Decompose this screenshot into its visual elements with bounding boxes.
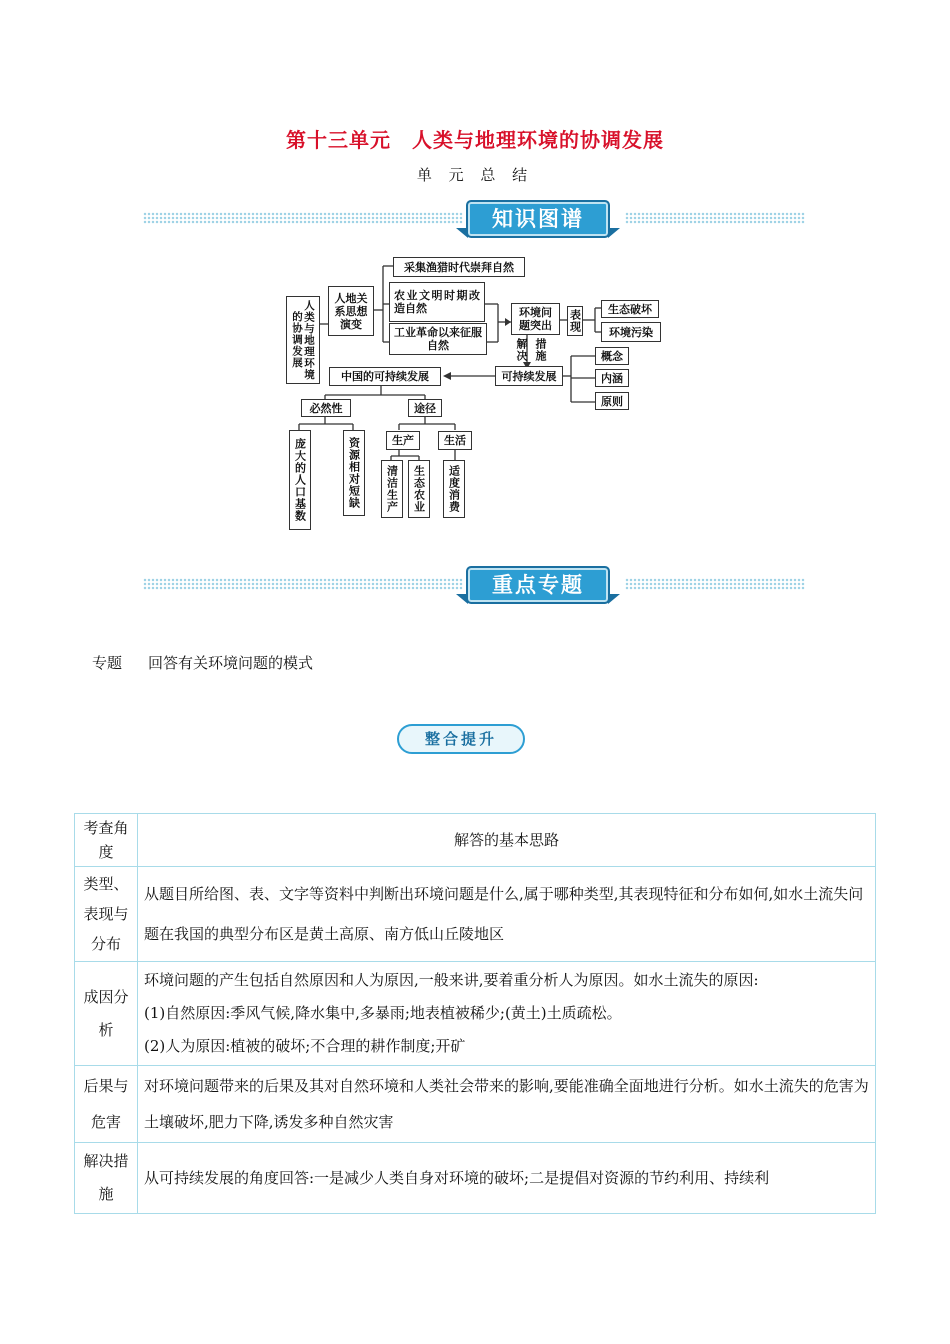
knowledge-map-badge: 知识图谱: [466, 200, 610, 238]
content-line: (1)自然原因:季风气候,降水集中,多暴雨;地表植被稀少;(黄土)土质疏松。: [144, 1004, 622, 1022]
row-content: 对环境问题带来的后果及其对自然环境和人类社会带来的影响,要能准确全面地进行分析。如水土流失的危害为土壤破坏,肥力下降,诱发多种自然灾害: [138, 1066, 876, 1143]
dotted-rule-left: [143, 212, 463, 224]
row-angle: 后果与危害: [75, 1066, 138, 1143]
integrate-badge: 整合提升: [397, 724, 525, 754]
table-row: [75, 1143, 876, 1214]
header-angle: 考查角度: [75, 814, 138, 867]
moderate-consumption-box: 适度消费: [443, 460, 465, 518]
manifest-box: 表现: [567, 306, 583, 336]
eco-agriculture-box: 生态农业: [408, 460, 430, 518]
table-header-row: [75, 814, 876, 867]
row-angle: 类型、表现与分布: [75, 867, 138, 962]
content-line: 环境问题的产生包括自然原因和人为原因,一般来讲,要着重分析人为原因。如水土流失的原因:: [144, 971, 759, 989]
dotted-rule-left-2: [143, 578, 463, 590]
knowledge-map-diagram: [283, 252, 668, 537]
eco-damage-box: 生态破坏: [601, 300, 659, 318]
approach-box: 途径: [408, 399, 442, 417]
env-problem-box: 环境问题突出: [511, 303, 560, 335]
stage1-box: 采集渔猎时代崇拜自然: [393, 257, 525, 277]
concept-box: 概念: [595, 347, 629, 365]
stage2-box: 农业文明时期改造自然: [389, 282, 485, 322]
row-content: 从可持续发展的角度回答:一是减少人类自身对环境的破坏;二是提倡对资源的节约利用、持续利: [138, 1143, 876, 1214]
header-approach: 解答的基本思路: [138, 814, 876, 867]
population-box: 庞大的人口基数: [289, 430, 311, 530]
topic-heading: [92, 652, 313, 673]
pollution-box: 环境污染: [601, 322, 661, 342]
resources-box: 资源相对短缺: [343, 430, 365, 516]
topic-text: 回答有关环境问题的模式: [148, 654, 314, 672]
badge-tail-right-2: [608, 594, 620, 604]
connotation-box: 内涵: [595, 369, 629, 387]
row-angle: 解决措施: [75, 1143, 138, 1214]
dotted-rule-right: [625, 212, 805, 224]
key-topics-badge: 重点专题: [466, 566, 610, 604]
table-row: [75, 1066, 876, 1143]
production-box: 生产: [386, 431, 420, 450]
root-box: 人类与地理环境的协调发展: [286, 296, 320, 384]
solve-label: 解决: [515, 338, 528, 362]
table-row: [75, 962, 876, 1066]
page-title: 第十三单元 人类与地理环境的协调发展: [286, 128, 664, 152]
principle-box: 原则: [595, 392, 629, 410]
sustainable-box: 可持续发展: [495, 366, 563, 386]
dotted-rule-right-2: [625, 578, 805, 590]
row-content: 从题目所给图、表、文字等资料中判断出环境问题是什么,属于哪种类型,其表现特征和分布如何,如水土流失问题在我国的典型分布区是黄土高原、南方低山丘陵地区: [138, 867, 876, 962]
measures-label: 措施: [534, 338, 547, 362]
topic-label: 专题: [92, 654, 123, 672]
clean-production-box: 清洁生产: [381, 460, 403, 518]
life-box: 生活: [438, 431, 472, 450]
row-content: [138, 962, 876, 1066]
necessity-box: 必然性: [301, 399, 351, 417]
answer-mode-table: [74, 813, 876, 1214]
table-row: [75, 867, 876, 962]
evolution-box: 人地关系思想演变: [328, 286, 374, 336]
badge-tail-right: [608, 228, 620, 238]
content-line: (2)人为原因:植被的破坏;不合理的耕作制度;开矿: [144, 1037, 466, 1055]
china-sustainable-box: 中国的可持续发展: [329, 367, 441, 386]
stage3-box: 工业革命以来征服自然: [389, 323, 487, 355]
unit-summary-heading: 单 元 总 结: [416, 166, 534, 184]
row-angle: 成因分析: [75, 962, 138, 1066]
